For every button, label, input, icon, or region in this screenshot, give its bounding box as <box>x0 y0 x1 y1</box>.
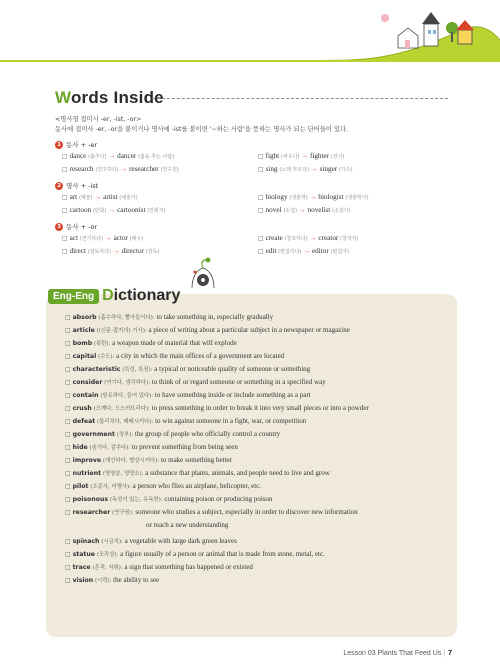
section-3-heading: 3 동사 + -or <box>55 222 97 231</box>
dictionary-entry: □ statue (조각상): a figure usually of a person or animal that is made from stone, metal, etc. <box>65 550 325 558</box>
page-footer: Lesson 03 Plants That Feed Us | 7 <box>343 650 452 657</box>
dictionary-entry: □ capital (수도): a city in which the main offices of a government are located <box>65 352 285 360</box>
word-pair: □ research (연구하다) → researcher (연구원) <box>62 165 179 173</box>
dictionary-entry: □ trace (흔적, 자취): a sign that something has happened or existed <box>65 563 253 571</box>
dictionary-entry: □ characteristic (특성, 특징): a typical or noticeable quality of someone or something <box>65 365 311 373</box>
dot-icon <box>381 14 389 22</box>
dictionary-entry: □ article ((신문·잡지의) 기사): a piece of writing about a particular subject in a newspaper or magazine <box>65 326 350 334</box>
dictionary-entry: □ spinach (시금치): a vegetable with large dark green leaves <box>65 537 237 545</box>
word-pair: □ novel (소설) → novelist (소설가) <box>258 206 351 214</box>
dictionary-entry: □ government (정부): the group of people who officially control a country <box>65 430 281 438</box>
dictionary-entry: □ researcher (연구원): someone who studies a subject, especially in order to discover new information <box>65 508 358 516</box>
dictionary-entry: □ consider (여기다, 생각하다): to think of or regard someone or something in a specified way <box>65 378 326 386</box>
word-pair: □ art (예술) → artist (예술가) <box>62 193 138 201</box>
section-title: Words Inside <box>55 88 164 107</box>
mascot-icon <box>186 256 220 292</box>
dictionary-entry: □ poisonous (독성이 있는, 유독한): containing poison or producing poison <box>65 495 273 503</box>
dictionary-entry: □ bomb (폭탄): a weapon made of material that will explode <box>65 339 237 347</box>
section-2-heading: 2 명사 + -ist <box>55 181 98 190</box>
number-badge: 2 <box>55 182 63 190</box>
page-number: 7 <box>448 650 452 657</box>
dictionary-entry-continuation: or reach a new understanding <box>146 521 229 529</box>
word-pair: □ edit (편집하다) → editor (편집자) <box>258 247 349 255</box>
dictionary-entry: □ improve (개선하다, 향상시키다): to make something better <box>65 456 232 464</box>
intro-line-1: <명사형 접미사 -er, -ist, -or> <box>55 116 142 123</box>
dictionary-entry: □ nutrient (영양분, 영양소): a substance that plants, animals, and people need to live and grow <box>65 469 330 477</box>
word-pair: □ dance (춤추다) → dancer (춤을 추는 사람) <box>62 152 175 160</box>
header-illustration <box>0 0 500 74</box>
word-pair: □ sing (노래 부르다) → singer (가수) <box>258 165 353 173</box>
building-icon <box>422 12 440 46</box>
title-divider <box>152 98 448 99</box>
word-pair: □ fight (싸우다) → fighter (전사) <box>258 152 345 160</box>
intro-line-2: 동사에 접미사 -er, -or을 붙이거나 명사에 -ist를 붙이면 '~하는 사람'을 뜻하는 명사가 되는 단어들이 있다. <box>55 126 349 133</box>
word-pair: □ create (창조하다) → creator (창작자) <box>258 234 359 242</box>
dictionary-entry: □ pilot (조종사, 비행사): a person who flies an airplane, helicopter, etc. <box>65 482 262 490</box>
dictionary-entry: □ crush (으깨다, 으스러뜨리다): to press something in order to break it into very small pieces or into a powder <box>65 404 369 412</box>
lesson-title: Lesson 03 Plants That Feed Us <box>343 650 442 657</box>
dictionary-heading: Eng-Eng Dictionary <box>48 287 180 305</box>
dictionary-entry: □ hide (숨기다, 감추다): to prevent something from being seen <box>65 443 238 451</box>
word-pair: □ cartoon (만화) → cartoonist (만화가) <box>62 206 166 214</box>
word-pair: □ direct (감독하다) → director (감독) <box>62 247 160 255</box>
word-pair: □ biology (생물학) → biologist (생물학자) <box>258 193 369 201</box>
house-icon <box>456 20 474 44</box>
dictionary-entry: □ vision (시력): the ability to see <box>65 576 160 584</box>
section-1-heading: 1 동사 + -er <box>55 140 97 149</box>
word-pair: □ act (연기하다) → actor (배우) <box>62 234 144 242</box>
dictionary-entry: □ contain (함유하다, 들어 있다): to have something inside or include something as a part <box>65 391 311 399</box>
number-badge: 1 <box>55 141 63 149</box>
number-badge: 3 <box>55 223 63 231</box>
house-icon <box>398 28 418 48</box>
dictionary-entry: □ defeat (물리치다, 패배시키다): to win against someone in a fight, war, or competition <box>65 417 307 425</box>
dictionary-entry: □ absorb (흡수하다, 빨아들이다): to take something in, especially gradually <box>65 313 274 321</box>
